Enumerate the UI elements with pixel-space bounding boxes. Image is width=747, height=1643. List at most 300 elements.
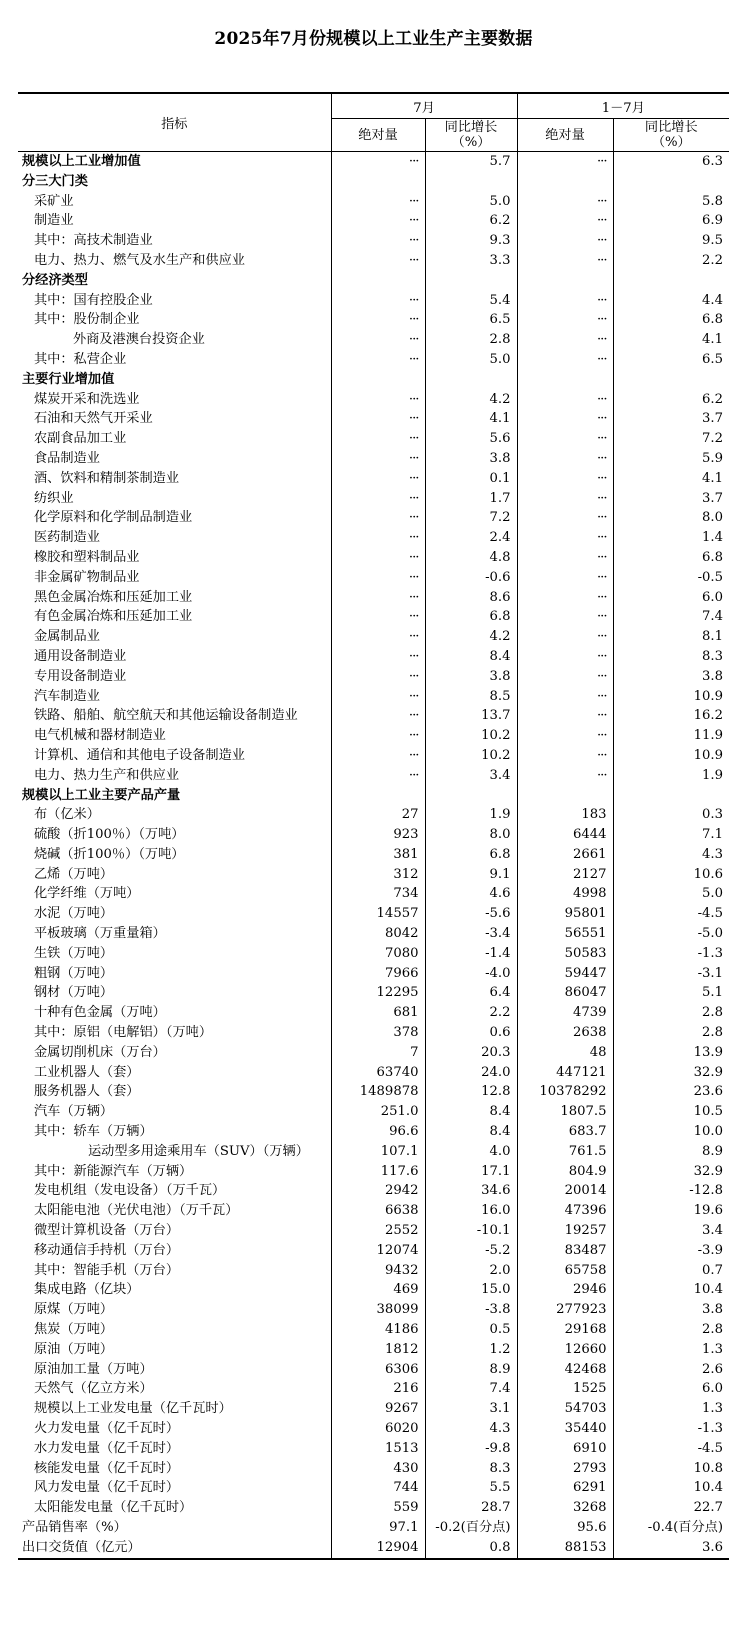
row-label: 微型计算机设备（万台） <box>34 1223 180 1239</box>
row-label: 生铁（万吨） <box>34 945 114 961</box>
row-label: 粗钢（万吨） <box>34 965 114 981</box>
month-abs-cell: ··· <box>331 687 425 707</box>
month-abs-cell: 9267 <box>331 1399 425 1419</box>
month-yoy-cell: -4.0 <box>425 964 517 984</box>
ytd-abs-cell: ··· <box>517 766 613 786</box>
month-abs-cell: 4186 <box>331 1320 425 1340</box>
table-row <box>18 825 729 845</box>
table-row <box>18 1538 729 1559</box>
month-yoy-cell <box>425 271 517 291</box>
ytd-yoy-cell: 6.8 <box>613 548 729 568</box>
row-label: 平板玻璃（万重量箱） <box>34 926 166 942</box>
ytd-abs-cell <box>517 172 613 192</box>
month-yoy-cell: -1.4 <box>425 944 517 964</box>
table-header <box>18 93 729 152</box>
ytd-abs-cell: 761.5 <box>517 1142 613 1162</box>
row-label: 水力发电量（亿千瓦时） <box>34 1440 180 1456</box>
table-row <box>18 1261 729 1281</box>
ytd-yoy-cell: 5.1 <box>613 983 729 1003</box>
month-abs-cell: 6638 <box>331 1201 425 1221</box>
ytd-yoy-cell: 7.1 <box>613 825 729 845</box>
month-abs-cell: 6306 <box>331 1360 425 1380</box>
table-row <box>18 1162 729 1182</box>
ytd-abs-cell: ··· <box>517 548 613 568</box>
month-abs-cell: 6020 <box>331 1419 425 1439</box>
ytd-yoy-cell: 4.4 <box>613 291 729 311</box>
month-yoy-cell: 24.0 <box>425 1063 517 1083</box>
ytd-abs-cell: 48 <box>517 1043 613 1063</box>
ytd-abs-cell: 6291 <box>517 1478 613 1498</box>
table-row <box>18 726 729 746</box>
table-row <box>18 1280 729 1300</box>
table-row <box>18 1122 729 1142</box>
row-label: 风力发电量（亿千瓦时） <box>34 1480 180 1496</box>
ytd-abs-cell: 42468 <box>517 1360 613 1380</box>
row-label: 发电机组（发电设备）（万千瓦） <box>34 1183 226 1199</box>
ytd-abs-cell: ··· <box>517 449 613 469</box>
month-yoy-cell: -5.2 <box>425 1241 517 1261</box>
row-label: 电力、热力、燃气及水生产和供应业 <box>34 252 245 268</box>
ytd-abs-cell: 35440 <box>517 1419 613 1439</box>
table-row <box>18 1102 729 1122</box>
ytd-abs-cell: ··· <box>517 528 613 548</box>
ytd-abs-cell: ··· <box>517 211 613 231</box>
row-label: 规模以上工业主要产品产量 <box>22 787 181 803</box>
ytd-abs-cell: 183 <box>517 805 613 825</box>
row-label: 乙烯（万吨） <box>34 866 114 882</box>
ytd-yoy-cell: 8.1 <box>613 627 729 647</box>
table-row <box>18 271 729 291</box>
row-label: 分经济类型 <box>22 272 88 288</box>
table-row <box>18 231 729 251</box>
month-abs-cell: 12904 <box>331 1538 425 1559</box>
month-abs-cell: 1812 <box>331 1340 425 1360</box>
table-row <box>18 944 729 964</box>
ytd-yoy-cell: 10.9 <box>613 746 729 766</box>
month-yoy-cell: -9.8 <box>425 1439 517 1459</box>
table-row <box>18 409 729 429</box>
month-abs-cell: 430 <box>331 1459 425 1479</box>
month-yoy-cell: 4.2 <box>425 627 517 647</box>
month-abs-cell: 744 <box>331 1478 425 1498</box>
row-label: 化学原料和化学制品制造业 <box>34 510 193 526</box>
month-abs-cell: 96.6 <box>331 1122 425 1142</box>
row-label: 其中：私营企业 <box>34 351 127 367</box>
month-abs-cell: 9432 <box>331 1261 425 1281</box>
row-label: 煤炭开采和洗选业 <box>34 391 140 407</box>
ytd-abs-cell: 54703 <box>517 1399 613 1419</box>
ytd-abs-cell: ··· <box>517 687 613 707</box>
month-yoy-cell: 9.1 <box>425 865 517 885</box>
row-label: 食品制造业 <box>34 450 100 466</box>
month-yoy-cell: 3.3 <box>425 251 517 271</box>
ytd-yoy-cell: 10.4 <box>613 1280 729 1300</box>
row-label: 其中：原铝（电解铝）（万吨） <box>34 1025 213 1041</box>
table-row <box>18 429 729 449</box>
row-label: 原油（万吨） <box>34 1341 114 1357</box>
month-abs-cell: ··· <box>331 607 425 627</box>
month-yoy-cell: 5.0 <box>425 192 517 212</box>
month-yoy-cell: 8.5 <box>425 687 517 707</box>
month-abs-cell: ··· <box>331 528 425 548</box>
row-label: 其中：高技术制造业 <box>34 233 153 249</box>
ytd-yoy-cell: 22.7 <box>613 1498 729 1518</box>
ytd-abs-cell: 19257 <box>517 1221 613 1241</box>
ytd-abs-cell: ··· <box>517 152 613 172</box>
table-row <box>18 192 729 212</box>
month-yoy-header <box>425 119 517 152</box>
table-row <box>18 251 729 271</box>
month-abs-cell: ··· <box>331 330 425 350</box>
table-row <box>18 508 729 528</box>
month-yoy-cell: 5.7 <box>425 152 517 172</box>
row-label: 太阳能发电量（亿千瓦时） <box>34 1500 193 1516</box>
table-row <box>18 489 729 509</box>
row-label: 钢材（万吨） <box>34 985 114 1001</box>
month-abs-cell: ··· <box>331 251 425 271</box>
ytd-yoy-cell <box>613 370 729 390</box>
table-row <box>18 211 729 231</box>
row-label: 服务机器人（套） <box>34 1084 140 1100</box>
ytd-yoy-cell: 2.8 <box>613 1003 729 1023</box>
ytd-yoy-cell: 2.8 <box>613 1023 729 1043</box>
ytd-yoy-cell: 2.6 <box>613 1360 729 1380</box>
month-abs-cell: 14557 <box>331 904 425 924</box>
ytd-abs-cell: 83487 <box>517 1241 613 1261</box>
month-abs-cell: 7 <box>331 1043 425 1063</box>
row-label: 橡胶和塑料制品业 <box>34 549 140 565</box>
ytd-yoy-cell: -1.3 <box>613 1419 729 1439</box>
row-label: 焦炭（万吨） <box>34 1322 114 1338</box>
month-abs-cell: ··· <box>331 192 425 212</box>
row-label: 运动型多用途乘用车（SUV）（万辆） <box>88 1143 309 1159</box>
month-abs-cell: 8042 <box>331 924 425 944</box>
ytd-yoy-cell: 8.0 <box>613 508 729 528</box>
ytd-abs-cell: 2793 <box>517 1459 613 1479</box>
ytd-abs-cell: 4998 <box>517 884 613 904</box>
ytd-abs-cell: 59447 <box>517 964 613 984</box>
month-yoy-cell: 8.4 <box>425 1102 517 1122</box>
month-yoy-cell: 6.8 <box>425 845 517 865</box>
month-yoy-cell: 10.2 <box>425 746 517 766</box>
month-yoy-cell: 2.0 <box>425 1261 517 1281</box>
ytd-yoy-cell: 10.6 <box>613 865 729 885</box>
month-abs-cell: ··· <box>331 588 425 608</box>
ytd-abs-cell: 12660 <box>517 1340 613 1360</box>
month-yoy-cell: -3.4 <box>425 924 517 944</box>
ytd-abs-cell: ··· <box>517 469 613 489</box>
row-label: 分三大门类 <box>22 173 88 189</box>
month-yoy-cell: 6.4 <box>425 983 517 1003</box>
ytd-abs-cell <box>517 370 613 390</box>
ytd-yoy-cell: 6.9 <box>613 211 729 231</box>
ytd-yoy-cell: 6.5 <box>613 350 729 370</box>
month-abs-cell: 117.6 <box>331 1162 425 1182</box>
row-label: 其中：股份制企业 <box>34 312 140 328</box>
ytd-abs-cell: ··· <box>517 746 613 766</box>
month-yoy-cell: 1.2 <box>425 1340 517 1360</box>
ytd-abs-cell: ··· <box>517 588 613 608</box>
month-abs-cell: 7966 <box>331 964 425 984</box>
ytd-yoy-cell <box>613 786 729 806</box>
table-row <box>18 1399 729 1419</box>
month-yoy-cell: -0.6 <box>425 568 517 588</box>
month-abs-cell: 378 <box>331 1023 425 1043</box>
ytd-yoy-cell: 32.9 <box>613 1162 729 1182</box>
month-yoy-cell: 0.8 <box>425 1538 517 1559</box>
table-row <box>18 390 729 410</box>
ytd-yoy-cell: 6.0 <box>613 1379 729 1399</box>
row-label: 电气机械和器材制造业 <box>34 728 166 744</box>
ytd-yoy-cell: 6.2 <box>613 390 729 410</box>
month-abs-cell: ··· <box>331 449 425 469</box>
ytd-abs-cell: ··· <box>517 706 613 726</box>
table-row <box>18 1181 729 1201</box>
month-abs-cell <box>331 370 425 390</box>
ytd-yoy-cell: 13.9 <box>613 1043 729 1063</box>
ytd-abs-cell: 6444 <box>517 825 613 845</box>
ytd-abs-cell: 95801 <box>517 904 613 924</box>
ytd-yoy-cell: 9.5 <box>613 231 729 251</box>
ytd-abs-cell: 6910 <box>517 1439 613 1459</box>
month-yoy-cell: 7.4 <box>425 1379 517 1399</box>
ytd-group-header: 1－7月 <box>517 93 729 119</box>
row-label: 酒、饮料和精制茶制造业 <box>34 470 180 486</box>
month-yoy-cell: 8.6 <box>425 588 517 608</box>
month-yoy-cell: 6.2 <box>425 211 517 231</box>
ytd-yoy-cell: 5.0 <box>613 884 729 904</box>
table-row <box>18 1360 729 1380</box>
ytd-abs-cell: 56551 <box>517 924 613 944</box>
month-abs-cell: ··· <box>331 667 425 687</box>
month-yoy-cell: 8.4 <box>425 647 517 667</box>
row-label: 工业机器人（套） <box>34 1064 140 1080</box>
month-yoy-cell: 3.1 <box>425 1399 517 1419</box>
month-abs-cell: ··· <box>331 489 425 509</box>
row-label: 出口交货值（亿元） <box>18 1538 331 1559</box>
ytd-yoy-cell: -12.8 <box>613 1181 729 1201</box>
table-row <box>18 1241 729 1261</box>
month-yoy-cell: 8.4 <box>425 1122 517 1142</box>
month-yoy-cell: 12.8 <box>425 1082 517 1102</box>
table-row <box>18 1340 729 1360</box>
table-row <box>18 1320 729 1340</box>
table-row <box>18 469 729 489</box>
ytd-abs-cell: 95.6 <box>517 1518 613 1538</box>
row-label: 移动通信手持机（万台） <box>34 1242 180 1258</box>
ytd-yoy-cell: 7.2 <box>613 429 729 449</box>
ytd-abs-cell: 29168 <box>517 1320 613 1340</box>
month-yoy-cell: 4.1 <box>425 409 517 429</box>
table-row <box>18 1003 729 1023</box>
ytd-yoy-cell: 0.3 <box>613 805 729 825</box>
ytd-abs-cell: 447121 <box>517 1063 613 1083</box>
month-abs-cell <box>331 271 425 291</box>
table-row <box>18 1478 729 1498</box>
ytd-abs-cell: 20014 <box>517 1181 613 1201</box>
row-label: 水泥（万吨） <box>34 906 114 922</box>
ytd-abs-cell: 1807.5 <box>517 1102 613 1122</box>
row-label: 其中：新能源汽车（万辆） <box>34 1163 193 1179</box>
month-yoy-cell <box>425 370 517 390</box>
ytd-abs-cell: ··· <box>517 251 613 271</box>
row-label: 制造业 <box>34 213 74 229</box>
ytd-yoy-cell: 32.9 <box>613 1063 729 1083</box>
ytd-abs-cell: ··· <box>517 627 613 647</box>
ytd-yoy-cell: 10.0 <box>613 1122 729 1142</box>
table-row <box>18 1518 729 1538</box>
month-abs-cell: ··· <box>331 390 425 410</box>
month-yoy-cell: 2.2 <box>425 1003 517 1023</box>
ytd-yoy-cell: -1.3 <box>613 944 729 964</box>
table-row <box>18 330 729 350</box>
ytd-abs-cell: ··· <box>517 607 613 627</box>
table-row <box>18 172 729 192</box>
ytd-yoy-cell: 3.7 <box>613 489 729 509</box>
row-label: 汽车（万辆） <box>34 1104 114 1120</box>
ytd-abs-cell <box>517 786 613 806</box>
ytd-yoy-cell: 5.9 <box>613 449 729 469</box>
table-row <box>18 786 729 806</box>
ytd-abs-cell: ··· <box>517 192 613 212</box>
ytd-yoy-cell: 2.2 <box>613 251 729 271</box>
page-title: 2025年7月份规模以上工业生产主要数据 <box>214 29 533 49</box>
month-yoy-cell: 15.0 <box>425 1280 517 1300</box>
month-abs-cell: ··· <box>331 726 425 746</box>
table-row <box>18 924 729 944</box>
month-yoy-cell: -5.6 <box>425 904 517 924</box>
table-row <box>18 1043 729 1063</box>
ytd-yoy-cell: 3.8 <box>613 667 729 687</box>
table-row <box>18 687 729 707</box>
table-row <box>18 607 729 627</box>
month-abs-cell: 97.1 <box>331 1518 425 1538</box>
ytd-yoy-cell: -4.5 <box>613 904 729 924</box>
ytd-abs-cell: ··· <box>517 568 613 588</box>
row-label: 火力发电量（亿千瓦时） <box>34 1421 180 1436</box>
ytd-yoy-cell: 1.4 <box>613 528 729 548</box>
month-yoy-cell: 4.8 <box>425 548 517 568</box>
month-yoy-cell: 1.7 <box>425 489 517 509</box>
table-row <box>18 1419 729 1439</box>
ytd-abs-cell: ··· <box>517 508 613 528</box>
month-abs-cell: 107.1 <box>331 1142 425 1162</box>
ytd-abs-cell: 1525 <box>517 1379 613 1399</box>
table-row <box>18 449 729 469</box>
ytd-yoy-cell: 2.8 <box>613 1320 729 1340</box>
ytd-abs-cell: ··· <box>517 647 613 667</box>
ytd-yoy-cell: -4.5 <box>613 1439 729 1459</box>
table-row <box>18 627 729 647</box>
table-row <box>18 845 729 865</box>
ytd-abs-cell: 2638 <box>517 1023 613 1043</box>
row-label: 规模以上工业发电量（亿千瓦时） <box>34 1401 232 1417</box>
month-abs-cell: ··· <box>331 746 425 766</box>
row-label: 原煤（万吨） <box>34 1302 114 1318</box>
month-yoy-cell: 9.3 <box>425 231 517 251</box>
month-abs-cell: 12074 <box>331 1241 425 1261</box>
table-row <box>18 1459 729 1479</box>
month-abs-cell: 1489878 <box>331 1082 425 1102</box>
table-row <box>18 1082 729 1102</box>
ytd-abs-cell: 2127 <box>517 865 613 885</box>
month-group-header: 7月 <box>331 93 517 119</box>
month-yoy-cell: 3.8 <box>425 449 517 469</box>
month-yoy-cell: 0.6 <box>425 1023 517 1043</box>
table-row <box>18 291 729 311</box>
row-label: 原油加工量（万吨） <box>34 1361 153 1377</box>
ytd-yoy-header <box>613 119 729 152</box>
month-abs-cell: ··· <box>331 409 425 429</box>
ytd-yoy-cell: 23.6 <box>613 1082 729 1102</box>
ytd-abs-cell: 50583 <box>517 944 613 964</box>
month-abs-cell: 923 <box>331 825 425 845</box>
month-abs-cell: 681 <box>331 1003 425 1023</box>
yoy-label: 同比增长 （%） <box>644 120 698 150</box>
ytd-abs-header: 绝对量 <box>517 119 613 152</box>
table-body <box>18 152 729 1559</box>
table-row <box>18 1023 729 1043</box>
table-row <box>18 1300 729 1320</box>
month-abs-cell: 734 <box>331 884 425 904</box>
row-label: 采矿业 <box>34 193 74 209</box>
ytd-abs-cell: ··· <box>517 390 613 410</box>
ytd-abs-cell: 86047 <box>517 983 613 1003</box>
row-label: 集成电路（亿块） <box>34 1282 140 1298</box>
ytd-yoy-cell: 3.8 <box>613 1300 729 1320</box>
month-abs-cell: ··· <box>331 568 425 588</box>
table-row <box>18 884 729 904</box>
month-abs-cell: 251.0 <box>331 1102 425 1122</box>
ytd-yoy-cell: 10.9 <box>613 687 729 707</box>
month-abs-cell: 12295 <box>331 983 425 1003</box>
row-label: 金属切削机床（万台） <box>34 1044 166 1060</box>
ytd-yoy-cell <box>613 172 729 192</box>
month-yoy-cell: 8.9 <box>425 1360 517 1380</box>
table-row <box>18 1439 729 1459</box>
row-label: 核能发电量（亿千瓦时） <box>34 1460 180 1476</box>
row-label: 医药制造业 <box>34 530 100 546</box>
ytd-abs-cell: 10378292 <box>517 1082 613 1102</box>
row-label: 黑色金属冶炼和压延加工业 <box>34 589 193 605</box>
ytd-abs-cell: 47396 <box>517 1201 613 1221</box>
ytd-abs-cell: 4739 <box>517 1003 613 1023</box>
table-row <box>18 310 729 330</box>
row-label: 产品销售率（%） <box>22 1519 127 1535</box>
month-abs-cell: ··· <box>331 310 425 330</box>
ytd-yoy-cell: 6.3 <box>613 152 729 172</box>
table-row <box>18 370 729 390</box>
month-yoy-cell <box>425 172 517 192</box>
month-abs-cell: 7080 <box>331 944 425 964</box>
ytd-yoy-cell: 1.9 <box>613 766 729 786</box>
month-abs-cell: ··· <box>331 291 425 311</box>
ytd-yoy-cell: 5.8 <box>613 192 729 212</box>
table-row <box>18 667 729 687</box>
ytd-abs-cell: ··· <box>517 726 613 746</box>
month-abs-cell: ··· <box>331 152 425 172</box>
row-label: 其中：轿车（万辆） <box>34 1124 153 1140</box>
row-label: 通用设备制造业 <box>34 648 127 664</box>
month-abs-cell: ··· <box>331 627 425 647</box>
ytd-yoy-cell: 0.7 <box>613 1261 729 1281</box>
row-label: 铁路、船舶、航空航天和其他运输设备制造业 <box>34 708 298 724</box>
month-yoy-cell: 34.6 <box>425 1181 517 1201</box>
ytd-abs-cell: ··· <box>517 231 613 251</box>
ytd-yoy-cell: 10.8 <box>613 1459 729 1479</box>
ytd-yoy-cell: 3.7 <box>613 409 729 429</box>
row-label: 其中：智能手机（万台） <box>34 1262 180 1278</box>
